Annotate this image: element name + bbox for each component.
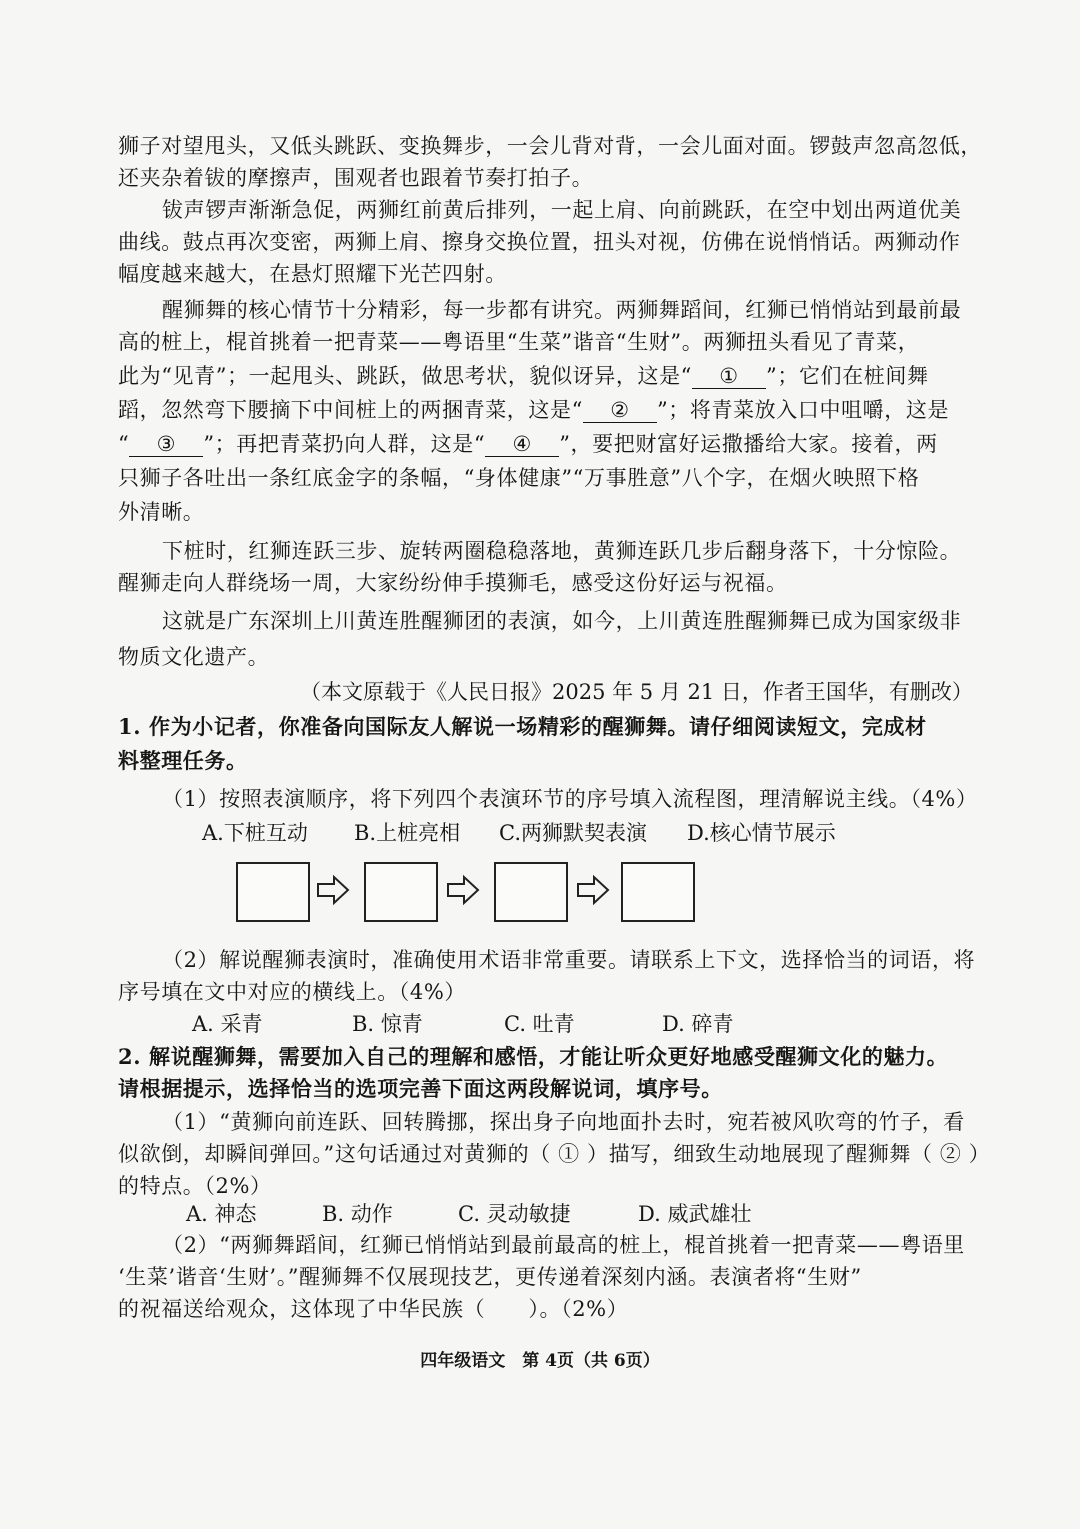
q1-stem: 1. 作为小记者，你准备向国际友人解说一场精彩的醒狮舞。请仔细阅读短文，完成材 (118, 714, 927, 739)
article-source: （本文原载于《人民日报》2025 年 5 月 21 日，作者王国华，有删改） (300, 680, 973, 704)
q2-part2: 的祝福送给观众，这体现了中华民族（ ）。（2%） (118, 1297, 629, 1321)
option: B. 惊青 (352, 1012, 423, 1036)
option: D.核心情节展示 (687, 821, 836, 845)
article-line: “ ③ ”；再把青菜扔向人群，这是“ ④ ”，要把财富好运撒播给大家。接着，两 (118, 432, 938, 456)
page-footer: 四年级语文 第 4页（共 6页） (420, 1351, 660, 1371)
option: D. 威武雄壮 (638, 1202, 752, 1226)
article-line: 还夹杂着钹的摩擦声，围观者也跟着节奏打拍子。 (118, 166, 594, 190)
article-line: 物质文化遗产。 (118, 645, 270, 669)
article-line: 幅度越来越大，在悬灯照耀下光芒四射。 (118, 262, 507, 286)
option: A. 采青 (192, 1012, 263, 1036)
article-line: 这就是广东深圳上川黄连胜醒狮团的表演，如今，上川黄连胜醒狮舞已成为国家级非 (162, 609, 962, 633)
article-line: 钹声锣声渐渐急促，两狮红前黄后排列，一起上肩、向前跳跃，在空中划出两道优美 (162, 198, 962, 222)
q1-part1: （1）按照表演顺序，将下列四个表演环节的序号填入流程图，理清解说主线。（4%） (162, 787, 978, 811)
blank-1[interactable]: ① (692, 364, 766, 389)
article-line: 曲线。鼓点再次变密，两狮上肩、擦身交换位置，扭头对视，仿佛在说悄悄话。两狮动作 (118, 230, 961, 254)
q1-part2-options (192, 1008, 733, 1040)
q2-stem: 2. 解说醒狮舞，需要加入自己的理解和感悟，才能让听众更好地感受醒狮文化的魅力。 (118, 1044, 949, 1069)
flow-box-4[interactable] (621, 862, 695, 922)
blank-3[interactable]: ③ (129, 432, 203, 457)
q2-part1-options (186, 1198, 751, 1230)
option: A. 神态 (186, 1202, 257, 1226)
article-line: 醒狮走向人群绕场一周，大家纷纷伸手摸狮毛，感受这份好运与祝福。 (118, 571, 788, 595)
article-line: 外清晰。 (118, 500, 205, 524)
q2-part1: 的特点。（2%） (118, 1174, 272, 1198)
option: C. 灵动敏捷 (458, 1202, 571, 1226)
article-line: 狮子对望甩头，又低头跳跃、变换舞步，一会儿背对背，一会儿面对面。锣鼓声忽高忽低， (118, 134, 982, 158)
blank-2[interactable]: ② (583, 398, 657, 423)
option: B. 动作 (322, 1202, 393, 1226)
arrow-right-icon (316, 874, 350, 906)
q2-stem: 请根据提示，选择恰当的选项完善下面这两段解说词，填序号。 (118, 1076, 723, 1101)
q1-part2: （2）解说醒狮表演时，准确使用术语非常重要。请联系上下文，选择恰当的词语，将 (162, 948, 976, 972)
article-line: 高的桩上，棍首挑着一把青菜——粤语里“生菜”谐音“生财”。两狮扭头看见了青菜， (118, 330, 920, 354)
arrow-right-icon (446, 874, 480, 906)
q2-part1: 似欲倒，却瞬间弹回。”这句话通过对黄狮的（ ① ）描写，细致生动地展现了醒狮舞（ ② ） (118, 1142, 991, 1166)
flow-box-1[interactable] (236, 862, 310, 922)
option: D. 碎青 (662, 1012, 734, 1036)
option: C. 吐青 (504, 1012, 575, 1036)
article-line: 醒狮舞的核心情节十分精彩，每一步都有讲究。两狮舞蹈间，红狮已悄悄站到最前最 (162, 298, 962, 322)
article-line: 此为“见青”；一起甩头、跳跃，做思考状，貌似讶异，这是“ ① ”；它们在桩间舞 (118, 364, 929, 388)
blank-4[interactable]: ④ (485, 432, 559, 457)
q1-part1-options (202, 817, 836, 849)
arrow-right-icon (576, 874, 610, 906)
flow-box-3[interactable] (494, 862, 568, 922)
q1-part2: 序号填在文中对应的横线上。（4%） (118, 980, 467, 1004)
flow-box-2[interactable] (364, 862, 438, 922)
q2-part1: （1）“黄狮向前连跃、回转腾挪，探出身子向地面扑去时，宛若被风吹弯的竹子，看 (162, 1110, 965, 1134)
option: C.两狮默契表演 (499, 821, 647, 845)
article-line: 只狮子各吐出一条红底金字的条幅，“身体健康”“万事胜意”八个字，在烟火映照下格 (118, 466, 920, 490)
option: B.上桩亮相 (354, 821, 461, 845)
q2-part2: ‘生菜’谐音‘生财’。”醒狮舞不仅展现技艺，更传递着深刻内涵。表演者将“生财” (118, 1265, 862, 1289)
q1-stem: 料整理任务。 (118, 748, 248, 773)
q2-part2: （2）“两狮舞蹈间，红狮已悄悄站到最前最高的桩上，棍首挑着一把青菜——粤语里 (162, 1233, 965, 1257)
article-line: 蹈，忽然弯下腰摘下中间桩上的两捆青菜，这是“ ② ”；将青菜放入口中咀嚼，这是 (118, 398, 950, 422)
option: A.下桩互动 (202, 821, 308, 845)
article-line: 下桩时，红狮连跃三步、旋转两圈稳稳落地，黄狮连跃几步后翻身落下，十分惊险。 (162, 539, 962, 563)
